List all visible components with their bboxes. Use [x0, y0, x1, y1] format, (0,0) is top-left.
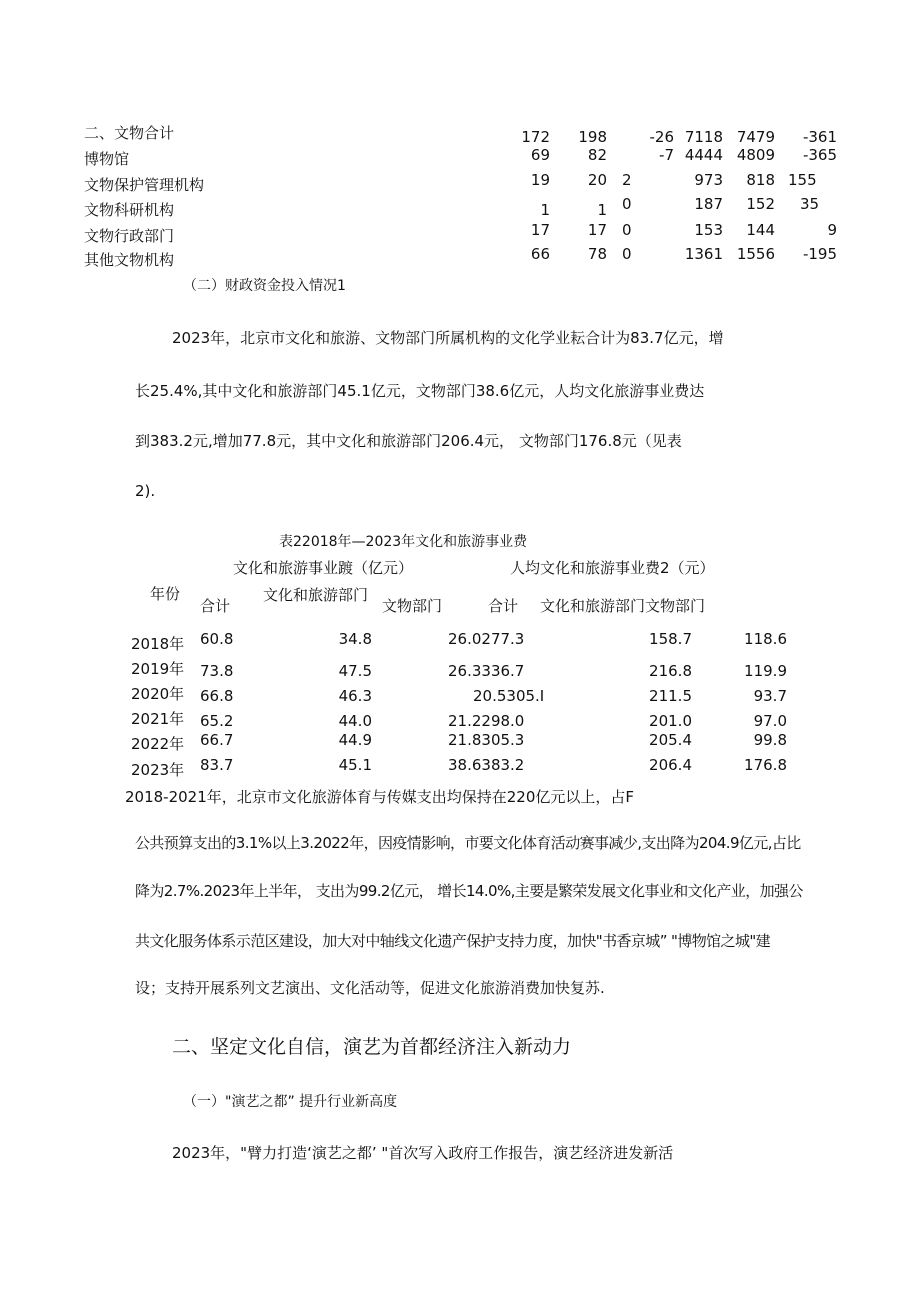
paragraph-line: 设；支持开展系列文艺演出、文化活动等，促进文化旅游消费加快复苏.	[135, 979, 605, 997]
table-cell: 176.8	[744, 756, 787, 774]
table-cell: 155	[788, 171, 817, 189]
paragraph-line: 共文化服务体系示范区建设，加大对中轴线文化遗产保护支持力度，加快"书香京城” "博物馆之城"建	[135, 932, 771, 950]
paragraph-line: 2).	[135, 482, 156, 500]
table-cell: 73.8	[200, 662, 234, 680]
table-cell: 17	[587, 221, 607, 239]
table-cell: 818	[746, 171, 775, 189]
table-row-label: 博物馆	[84, 150, 130, 168]
table-cell: 2	[622, 171, 632, 189]
table-cell: 44.0	[338, 712, 372, 730]
table-cell: 205.4	[649, 731, 692, 749]
table-header: 文化和旅游部门文物部门	[540, 597, 706, 615]
table-cell: 66.8	[200, 687, 234, 705]
table-cell: 1556	[736, 245, 775, 263]
table-cell: 1	[597, 201, 607, 219]
paragraph-line: 长25.4%,其中文化和旅游部门45.1亿元，文物部门38.6亿元，人均文化旅游事业费达	[135, 382, 705, 400]
table-cell: 7479	[736, 128, 775, 146]
paragraph-line: 2018-2021年，北京市文化旅游体育与传媒支出均保持在220亿元以上，占F	[125, 788, 635, 806]
table-cell: 187	[694, 195, 723, 213]
table-cell: 211.5	[649, 687, 692, 705]
table-header: 文化和旅游部门	[263, 586, 369, 604]
table-cell: 38.6383.2	[448, 756, 525, 774]
table-cell: 198	[578, 128, 607, 146]
table-cell: 973	[694, 171, 723, 189]
table-cell: 20.5305.I	[473, 687, 545, 705]
table-cell: 97.0	[753, 712, 787, 730]
table-cell: 47.5	[338, 662, 372, 680]
table-row-year: 2022年	[131, 735, 185, 753]
table-cell: 34.8	[338, 630, 372, 648]
table-cell: 26.0277.3	[448, 630, 525, 648]
table-cell: 69	[530, 146, 550, 164]
table-cell: 9	[827, 221, 837, 239]
table-cell: -365	[802, 146, 837, 164]
table-cell: 44.9	[338, 731, 372, 749]
table-cell: 201.0	[649, 712, 692, 730]
paragraph-line: 降为2.7%.2023年上半年， 支出为99.2亿元， 增长14.0%,主要是繁荣发展文化事业和文化产业，加强公	[135, 882, 803, 900]
table-cell: 78	[587, 245, 607, 263]
table-cell: 65.2	[200, 712, 234, 730]
paragraph-line: 到383.2元,增加77.8元，其中文化和旅游部门206.4元， 文物部门176.8元（见表	[135, 432, 682, 450]
table-cell: 119.9	[744, 662, 787, 680]
table-cell: 66	[530, 245, 550, 263]
table-row-year: 2021年	[131, 710, 185, 728]
table-cell: 19	[530, 171, 550, 189]
table-row-label: 文物行政部门	[84, 227, 175, 245]
table-cell: 17	[530, 221, 550, 239]
table-cell: 1	[540, 201, 550, 219]
section-heading: 二、坚定文化自信，演艺为首都经济注入新动力	[172, 1036, 572, 1058]
table-cell: 4809	[736, 146, 775, 164]
table-cell: 0	[622, 221, 632, 239]
table-cell: 26.3336.7	[448, 662, 525, 680]
table-row-year: 2020年	[131, 685, 185, 703]
table-cell: 35	[800, 195, 820, 213]
table-header: 合计	[200, 597, 231, 615]
table-group-header: 文化和旅游事业踱（亿元）	[233, 559, 414, 577]
table-cell: 172	[521, 128, 550, 146]
table-cell: 118.6	[744, 630, 787, 648]
table-cell: 21.2298.0	[448, 712, 525, 730]
table-cell: 216.8	[649, 662, 692, 680]
table-cell: 82	[587, 146, 607, 164]
paragraph-line: 公共预算支出的3.1%以上3.2022年，因疫情影响，市要文化体育活动赛事减少,支出降为204.9亿元,占比	[135, 834, 801, 852]
table-row-year: 2018年	[131, 635, 185, 653]
table-cell: 60.8	[200, 630, 234, 648]
table-row-label: 其他文物机构	[84, 251, 175, 269]
table-cell: 66.7	[200, 731, 234, 749]
section-heading: （二）财政资金投入情况1	[183, 278, 346, 294]
table-cell: 144	[746, 221, 775, 239]
table-header-year: 年份	[150, 585, 181, 603]
table-cell: 158.7	[649, 630, 692, 648]
table-cell: -195	[802, 245, 837, 263]
table-cell: 45.1	[338, 756, 372, 774]
table-cell: 153	[694, 221, 723, 239]
table-cell: 99.8	[753, 731, 787, 749]
table-cell: -26	[649, 128, 674, 146]
table-cell: 7118	[684, 128, 723, 146]
table-row-label: 文物科研机构	[84, 201, 175, 219]
table-cell: 4444	[684, 146, 723, 164]
table-row-label: 文物保护管理机构	[84, 176, 205, 194]
table-header: 合计	[488, 597, 519, 615]
table-cell: -361	[802, 128, 837, 146]
table-row-year: 2019年	[131, 660, 185, 678]
table-cell: -7	[659, 146, 674, 164]
table-cell: 46.3	[338, 687, 372, 705]
subsection-heading: （一）"演艺之都” 提升行业新高度	[183, 1094, 398, 1110]
table-cell: 83.7	[200, 756, 234, 774]
table-row-year: 2023年	[131, 761, 185, 779]
table-cell: 0	[622, 195, 632, 213]
table-cell: 1361	[684, 245, 723, 263]
paragraph-line: 2023年，北京市文化和旅游、文物部门所属机构的文化学业耘合计为83.7亿元，增	[172, 329, 724, 347]
table-group-header: 人均文化和旅游事业费2（元）	[510, 559, 715, 577]
paragraph-line: 2023年，"臂力打造‘演艺之都’ "首次写入政府工作报告，演艺经济进发新活	[172, 1144, 674, 1162]
table-row-label: 二、文物合计	[84, 124, 175, 142]
table-cell: 206.4	[649, 756, 692, 774]
table-cell: 0	[622, 245, 632, 263]
table-cell: 152	[746, 195, 775, 213]
table-title: 表22018年—2023年文化和旅游事业费	[279, 534, 528, 550]
table-cell: 93.7	[753, 687, 787, 705]
table-header: 文物部门	[382, 597, 443, 615]
table-cell: 20	[587, 171, 607, 189]
table-cell: 21.8305.3	[448, 731, 525, 749]
